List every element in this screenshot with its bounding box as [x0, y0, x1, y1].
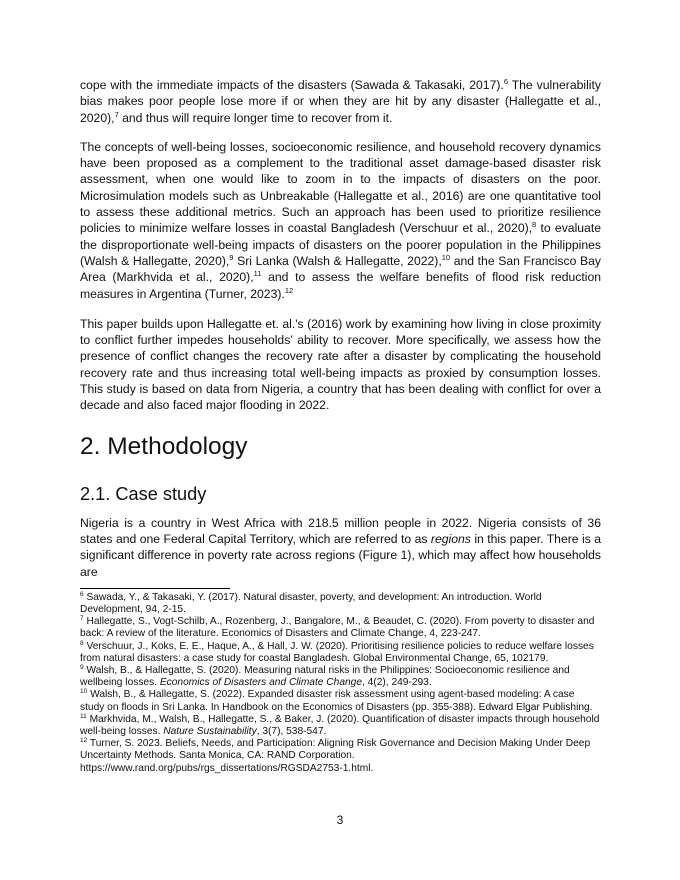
footnote-journal: Nature Sustainability — [163, 726, 257, 738]
para-text: and to assess the welfare benefits of flood risk reduction measures in Argentina (Turner, 2023). — [80, 270, 602, 301]
footnote-number: 9 — [80, 664, 84, 672]
footnote-7 — [80, 616, 601, 640]
footnote-number: 10 — [80, 688, 88, 696]
footnote-11 — [80, 714, 601, 738]
para-text: cope with the immediate impacts of the disasters (Sawada & Takasaki, 2017). — [80, 78, 504, 92]
footnote-journal: Economics of Disasters and Climate Change — [159, 677, 362, 689]
footnote-text: Sawada, Y., & Takasaki, Y. (2017). Natural disaster, poverty, and development: An introduction. World Development, 94, 2-15. — [80, 591, 542, 616]
para-text: The vulnerability bias makes poor people lose more if or when they are hit by any disaster (Hallegatte et al., 2020), — [80, 78, 601, 125]
para-text: in this paper. There is a significant difference in poverty rate across regions (Figure 1), which may affect how households are — [80, 531, 601, 579]
footnote-12 — [80, 738, 601, 775]
footnote-text[interactable]: Turner, S. 2023. Beliefs, Needs, and Participation: Aligning Risk Governance and Decision Making Under Deep Uncertainty Methods. Santa Monica, CA: RAND Corporation. https://www.rand.org/pubs/rgs_dissertations/RGSDA2753-1.html. — [80, 738, 591, 774]
para-text: Nigeria is a country in West Africa with 218.5 million people in 2022. Nigeria consists of 36 states and one Federal Capital Territory, which are referred to as — [80, 515, 601, 546]
paragraph-paper-scope: This paper builds upon Hallegatte et. al.'s (2016) work by examining how living in close proximity to conflict further impedes households’ ability to recover. More specifically, we assess how the presence of conflict changes the recovery rate after a disaster by complicating the household recovery rate and thus increasing total well-being impacts as proxied by consumption losses. This study is based on data from Nigeria, a country that has been dealing with conflict for over a decade and also faced major flooding in 2022. — [80, 316, 601, 413]
footnote-text: Markhvida, M., Walsh, B., Hallegatte, S., & Baker, J. (2020). Quantification of disaster impacts through household well-being losses. — [80, 713, 600, 738]
footnote-ref-8[interactable]: 8 — [532, 220, 537, 230]
footnote-10 — [80, 689, 601, 713]
footnote-text: Hallegatte, S., Vogt-Schilb, A., Rozenberg, J., Bangalore, M., & Beaudet, C. (2020). From poverty to disaster and back: A review of the literature. Economics of Disasters and Climate Change, 4, 223-247. — [80, 616, 595, 640]
page-body — [80, 77, 601, 775]
footnote-number: 6 — [80, 590, 84, 598]
footnote-number: 11 — [80, 712, 87, 720]
footnote-ref-7[interactable]: 7 — [114, 109, 119, 119]
footnote-8 — [80, 641, 601, 665]
para-emphasis: regions — [430, 531, 471, 546]
para-text: and thus will require longer time to recover from it. — [118, 110, 393, 125]
footnote-separator — [80, 588, 230, 589]
para-text: to evaluate the disproportionate well-being impacts of disasters on the poorer population in the Philippines (Walsh & Hallegatte, 2020), — [80, 221, 601, 268]
paragraph-vulnerability-bias — [80, 77, 601, 126]
section-heading: 2. Methodology — [80, 432, 248, 460]
footnote-number: 12 — [80, 737, 88, 745]
footnote-number: 7 — [80, 615, 84, 623]
footnote-ref-12[interactable]: 12 — [284, 285, 294, 295]
footnote-ref-10[interactable]: 10 — [441, 252, 451, 262]
footnote-9 — [80, 665, 601, 689]
para-text: Sri Lanka (Walsh & Hallegatte, 2022), — [233, 253, 442, 268]
footnote-text: Walsh, B., & Hallegatte, S. (2022). Expanded disaster risk assessment using agent-based modeling: A case study on floods in Sri Lanka. In Handbook on the Economics of Disasters (pp. 355-388). Edward Elgar Publishing. — [80, 689, 593, 713]
subsection-heading: 2.1. Case study — [80, 483, 207, 504]
footnote-text: Verschuur, J., Koks, E. E., Haque, A., & Hall, J. W. (2020). Prioritising resilience policies to reduce welfare losses from natural disasters: a case study for coastal Bangladesh. Global Environmental Change, 65, 102179. — [80, 640, 594, 664]
para-text: and the San Francisco Bay Area (Markhvida et al., 2020), — [80, 253, 601, 285]
para-text: The concepts of well-being losses, socioeconomic resilience, and household recovery dynamics have been proposed as a complement to the traditional asset damage-based disaster risk assessment, when one would like to zoom in to the impacts of disasters on the poor. Microsimulation models such as Unbreakable (Hallegatte et al., 2016) are one quantitative tool to assess these additional metrics. Such an approach has been used to prioritize resilience policies to minimize welfare losses in coastal Bangladesh (Verschuur et al., 2020), — [80, 139, 601, 236]
footnote-ref-9[interactable]: 9 — [229, 252, 234, 262]
paragraph-wellbeing-losses — [80, 139, 601, 302]
footnote-text: , 4(2), 249-293. — [362, 677, 432, 689]
footnote-6 — [80, 592, 601, 616]
footnote-text: Walsh, B., & Hallegatte, S. (2020). Measuring natural risks in the Philippines: Socioeconomic resilience and wellbeing losses. — [80, 665, 570, 689]
page-number: 3 — [336, 813, 344, 827]
footnote-ref-11[interactable]: 11 — [253, 269, 262, 279]
footnote-text: , 3(7), 538-547. — [256, 726, 327, 738]
footnote-number: 8 — [80, 639, 84, 647]
paragraph-nigeria — [80, 515, 601, 580]
footnotes — [80, 592, 601, 775]
footnote-ref-6[interactable]: 6 — [503, 77, 508, 86]
